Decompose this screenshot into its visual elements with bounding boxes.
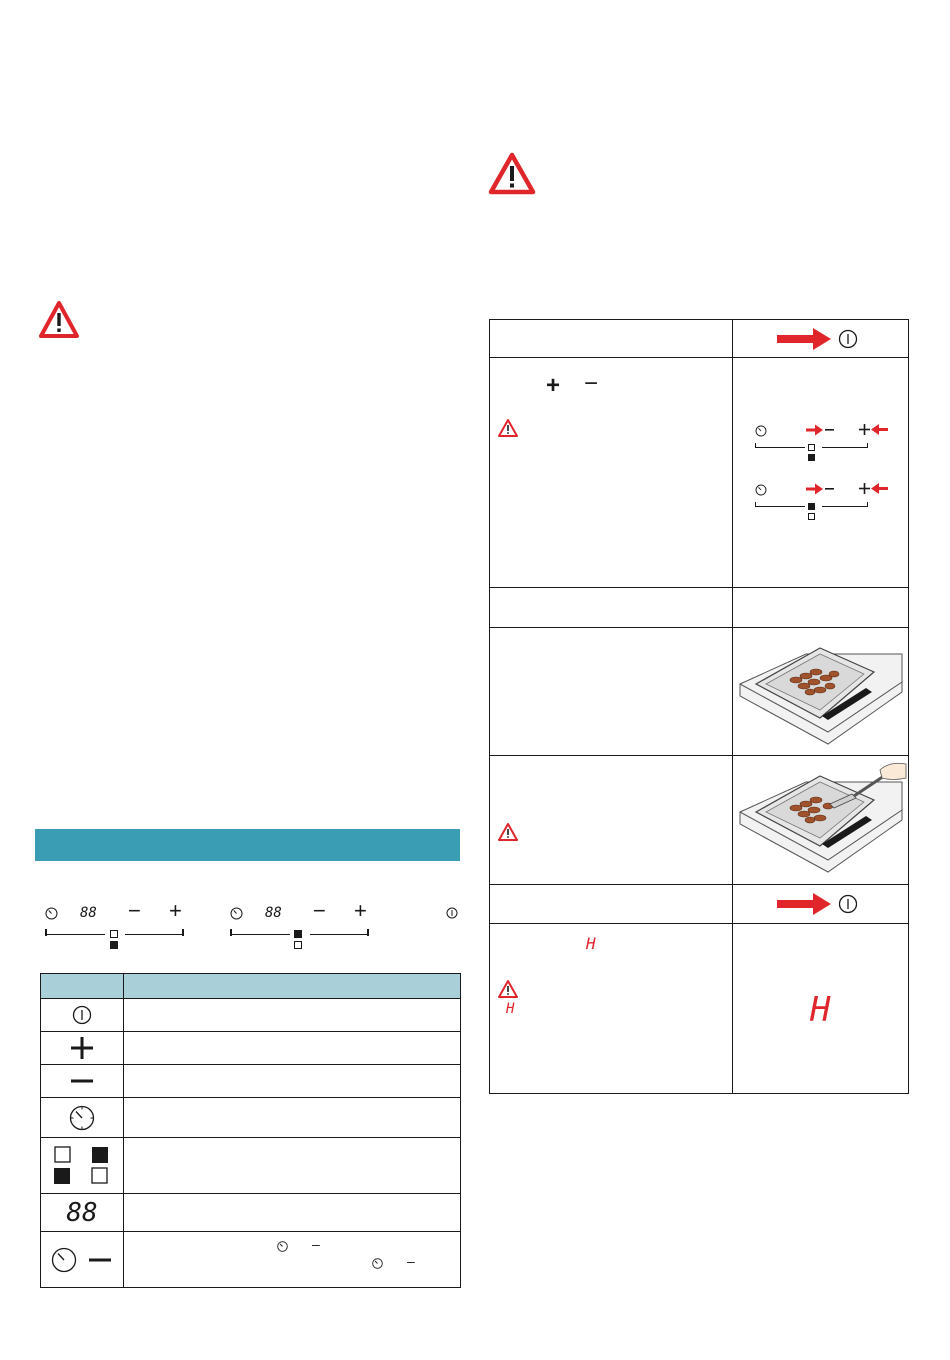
timer-icon — [45, 907, 58, 920]
power-arrow-illustration — [777, 893, 859, 915]
symbol-cell — [41, 1138, 124, 1194]
power-icon — [72, 1005, 92, 1025]
divider-tick — [367, 929, 369, 936]
arrow-left-icon — [859, 423, 889, 436]
table-row — [489, 627, 909, 755]
symbol-cell — [41, 1194, 124, 1232]
plus-icon — [71, 1037, 93, 1059]
warning-icon — [497, 979, 519, 999]
griddle-with-food-illustration — [734, 632, 910, 754]
description-cell — [124, 1065, 461, 1098]
display-h-inline: H — [586, 934, 596, 953]
table-row — [41, 999, 461, 1032]
symbol-cell — [41, 1098, 124, 1138]
table-row — [489, 319, 909, 357]
description-cell — [124, 1032, 461, 1065]
divider-tick — [755, 502, 756, 507]
divider-line — [230, 934, 290, 935]
description-cell — [124, 1232, 461, 1288]
table-row — [41, 1138, 461, 1194]
plus-symbol: + — [546, 372, 561, 399]
table-row — [41, 1032, 461, 1065]
plus-button[interactable]: + — [169, 898, 182, 923]
minus-button[interactable]: − — [313, 898, 326, 923]
table-row — [489, 884, 909, 923]
minus-symbol: − — [584, 370, 599, 397]
table-row — [41, 1194, 461, 1232]
table-header-row — [41, 974, 461, 999]
table-header-cell — [41, 974, 124, 999]
symbol-cell — [41, 1065, 124, 1098]
timer-icon — [230, 907, 243, 920]
column-divider — [732, 588, 733, 627]
divider-line — [125, 934, 183, 935]
arrow-right-icon — [806, 424, 834, 436]
warning-icon — [38, 300, 80, 340]
zone-indicator-filled — [808, 503, 815, 510]
description-cell — [124, 1194, 461, 1232]
table-row — [489, 755, 909, 884]
divider-tick — [182, 929, 184, 936]
timer-icon — [372, 1258, 383, 1269]
plus-button[interactable]: + — [354, 898, 367, 923]
divider-tick — [867, 443, 868, 448]
warning-icon — [488, 152, 536, 196]
table-header-cell — [124, 974, 461, 999]
instructions-table — [489, 319, 909, 1094]
arrow-left-icon — [859, 482, 889, 495]
divider-line — [755, 447, 805, 448]
divider-line — [310, 934, 368, 935]
warning-icon — [497, 822, 519, 842]
zone-indicators-icon — [54, 1145, 110, 1187]
description-cell — [124, 1138, 461, 1194]
timer-minus-icon — [51, 1247, 113, 1273]
column-divider — [732, 924, 733, 1093]
table-row — [489, 357, 909, 587]
zone-indicator-empty — [294, 941, 302, 949]
display-h-small: H — [506, 1001, 515, 1017]
zone-indicator-empty — [110, 930, 118, 938]
divider-line — [822, 447, 868, 448]
timer-icon — [755, 484, 767, 496]
table-row — [41, 1232, 461, 1288]
timer-icon — [755, 425, 767, 437]
description-cell — [124, 1098, 461, 1138]
zone-indicator-filled — [294, 930, 302, 938]
display-h-large: H — [810, 990, 831, 1030]
table-row — [489, 587, 909, 627]
symbol-cell — [41, 1032, 124, 1065]
griddle-with-spatula-illustration — [734, 758, 910, 884]
table-row — [41, 1098, 461, 1138]
zone-indicator-empty — [808, 513, 815, 520]
column-divider — [732, 320, 733, 357]
power-icon[interactable] — [446, 907, 458, 919]
symbol-cell — [41, 1232, 124, 1288]
divider-tick — [45, 929, 47, 936]
power-arrow-illustration — [777, 328, 859, 350]
display-88: 88 — [80, 905, 97, 921]
column-divider — [732, 885, 733, 923]
symbol-cell — [41, 999, 124, 1032]
minus-icon: – — [407, 1253, 415, 1269]
column-divider — [732, 358, 733, 587]
timer-icon — [69, 1105, 95, 1131]
description-cell — [124, 999, 461, 1032]
minus-icon: – — [312, 1236, 320, 1252]
warning-icon — [497, 418, 519, 438]
section-header-bar — [35, 829, 460, 861]
divider-tick — [755, 443, 756, 448]
column-divider — [732, 756, 733, 884]
divider-tick — [867, 502, 868, 507]
table-row — [489, 923, 909, 1094]
minus-icon — [71, 1078, 93, 1084]
arrow-right-icon — [806, 483, 834, 495]
display-88: 88 — [265, 905, 282, 921]
symbol-legend-table — [40, 973, 461, 1288]
divider-tick — [230, 929, 232, 936]
zone-indicator-empty — [808, 444, 815, 451]
zone-indicator-filled — [808, 454, 815, 461]
divider-line — [45, 934, 105, 935]
column-divider — [732, 628, 733, 755]
timer-icon — [277, 1241, 288, 1252]
zone-indicator-filled — [110, 941, 118, 949]
display-88-icon: 88 — [66, 1197, 98, 1228]
divider-line — [822, 506, 868, 507]
minus-button[interactable]: − — [128, 898, 141, 923]
table-row — [41, 1065, 461, 1098]
divider-line — [755, 506, 805, 507]
